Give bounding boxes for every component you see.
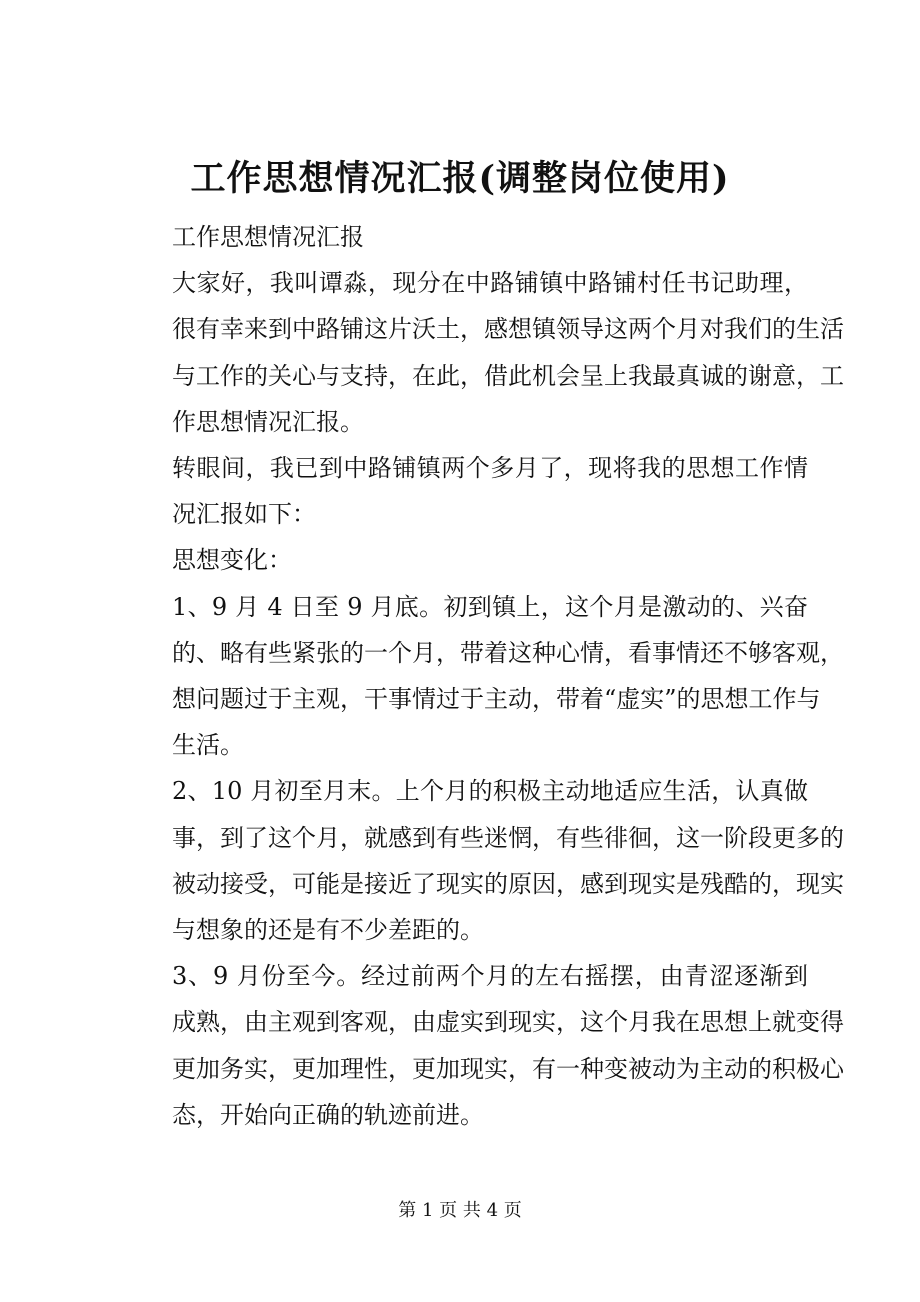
- paragraph-line: 2、10 月初至月末。上个月的积极主动地适应生活，认真做: [172, 777, 808, 806]
- paragraph-line: 1、9 月 4 日至 9 月底。初到镇上，这个月是激动的、兴奋: [172, 592, 808, 621]
- paragraph-line: 大家好，我叫谭淼，现分在中路铺镇中路铺村任书记助理，: [172, 269, 808, 298]
- paragraph-line: 生活。: [172, 731, 244, 760]
- body-paragraph: [124, 768, 844, 953]
- body-paragraph: [124, 445, 808, 537]
- page-footer: 第 1 页 共 4 页: [398, 1200, 522, 1221]
- paragraph-line: 思想变化：: [172, 546, 292, 575]
- paragraph-line: 事，到了这个月，就感到有些迷惘，有些徘徊，这一阶段更多的: [172, 823, 844, 852]
- paragraph-line: 想问题过于主观，干事情过于主动，带着“虚实”的思想工作与: [172, 685, 821, 714]
- paragraph-line: 与工作的关心与支持，在此，借此机会呈上我最真诚的谢意，工: [172, 361, 844, 390]
- paragraph-line: 况汇报如下：: [172, 500, 316, 529]
- document-body: [124, 214, 844, 1138]
- paragraph-line: 更加务实，更加理性，更加现实，有一种变被动为主动的积极心: [172, 1054, 844, 1083]
- paragraph-line: 工作思想情况汇报: [172, 223, 364, 251]
- paragraph-line: 3、9 月份至今。经过前两个月的左右摇摆，由青涩逐渐到: [172, 962, 808, 991]
- paragraph-line: 作思想情况汇报。: [172, 407, 364, 436]
- paragraph-line: 成熟，由主观到客观，由虚实到现实，这个月我在思想上就变得: [172, 1008, 844, 1037]
- paragraph-line: 转眼间，我已到中路铺镇两个多月了，现将我的思想工作情: [172, 454, 808, 483]
- body-paragraph: [124, 584, 844, 769]
- document-title: 工作思想情况汇报(调整岗位使用): [190, 158, 730, 199]
- body-paragraph: [124, 537, 808, 583]
- body-paragraph: [124, 953, 844, 1138]
- paragraph-line: 与想象的还是有不少差距的。: [172, 916, 484, 945]
- paragraph-line: 很有幸来到中路铺这片沃土，感想镇领导这两个月对我们的生活: [172, 315, 844, 344]
- body-paragraph: [124, 214, 808, 260]
- body-paragraph: [124, 260, 844, 445]
- paragraph-line: 的、略有些紧张的一个月，带着这种心情，看事情还不够客观，: [172, 638, 844, 667]
- paragraph-line: 态，开始向正确的轨迹前进。: [172, 1100, 484, 1129]
- paragraph-line: 被动接受，可能是接近了现实的原因，感到现实是残酷的，现实: [172, 869, 844, 898]
